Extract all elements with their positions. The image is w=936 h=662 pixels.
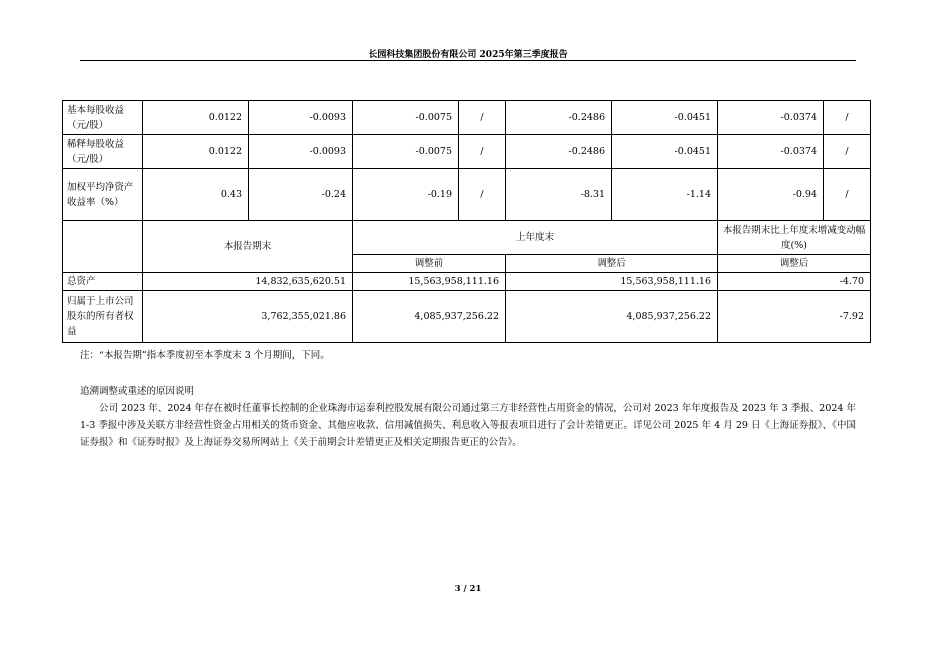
- table-note: 注：“本报告期”指本季度初至本季度末 3 个月期间，下同。: [80, 350, 330, 361]
- table-cell: 15,563,958,111.16: [506, 273, 718, 291]
- table-cell: -0.2486: [506, 101, 612, 135]
- table-cell: -7.92: [718, 291, 871, 343]
- table-cell: -0.0374: [718, 135, 824, 169]
- row-label: 加权平均净资产收益率（%）: [63, 169, 143, 221]
- table-row-equity: [63, 291, 871, 343]
- table-cell: /: [824, 101, 871, 135]
- table-cell: -0.94: [718, 169, 824, 221]
- table-cell: /: [459, 169, 506, 221]
- empty-header-cell: [63, 221, 143, 273]
- table-cell: -4.70: [718, 273, 871, 291]
- table-cell: -0.0451: [612, 135, 718, 169]
- table-cell: 4,085,937,256.22: [506, 291, 718, 343]
- table-cell: 3,762,355,021.86: [143, 291, 353, 343]
- table-cell: 4,085,937,256.22: [353, 291, 506, 343]
- table-cell: -0.19: [353, 169, 459, 221]
- table-cell: -0.0374: [718, 101, 824, 135]
- row-label: 基本每股收益（元/股）: [63, 101, 143, 135]
- table-cell: 0.0122: [143, 135, 249, 169]
- table-cell: 0.0122: [143, 101, 249, 135]
- header-divider: [80, 60, 856, 61]
- section-paragraph: 公司 2023 年、2024 年存在被时任董事长控制的企业珠海市运泰利控股发展有限公司通过第三方非经营性占用资金的情况，公司对 2023 年年度报告及 2023 年 3 季报、2024 年 1-3 季报中涉及关联方非经营性资金占用相关的货币资金、其他应收款、信用减值损失、利息收入等报表项目进行了会计差错更正。详见公司 2025 年 4 月 29 日《上海证券报》、《中国证券报》和《证券时报》及上海证券交易所网站上《关于前期会计差错更正及相关定期报告更正的公告》。: [80, 403, 856, 448]
- table-cell: -0.0093: [249, 135, 353, 169]
- row-label: 归属于上市公司股东的所有者权益: [63, 291, 143, 343]
- header-before-adjust: 调整前: [353, 255, 506, 273]
- table-cell: -8.31: [506, 169, 612, 221]
- header-prior-year-end: 上年度末: [353, 221, 718, 255]
- header-after-adjust-change: 调整后: [718, 255, 871, 273]
- table-cell: /: [824, 135, 871, 169]
- header-current-period-end: 本报告期末: [143, 221, 353, 273]
- table-cell: -0.0451: [612, 101, 718, 135]
- table-cell: /: [459, 135, 506, 169]
- table-cell: /: [824, 169, 871, 221]
- table-row-basic-eps: [63, 101, 871, 135]
- header-after-adjust: 调整后: [506, 255, 718, 273]
- row-label: 稀释每股收益（元/股）: [63, 135, 143, 169]
- table-cell: 0.43: [143, 169, 249, 221]
- table-cell: -0.0075: [353, 101, 459, 135]
- table-cell: -0.0075: [353, 135, 459, 169]
- table-cell: 15,563,958,111.16: [353, 273, 506, 291]
- table-cell: -0.0093: [249, 101, 353, 135]
- table-row-total-assets: [63, 273, 871, 291]
- table-cell: -1.14: [612, 169, 718, 221]
- table-row-diluted-eps: [63, 135, 871, 169]
- page-number: 3 / 21: [454, 584, 482, 594]
- page-header-title: 长园科技集团股份有限公司 2025年第三季度报告: [368, 50, 568, 60]
- table-cell: -0.2486: [506, 135, 612, 169]
- table-cell: 14,832,635,620.51: [143, 273, 353, 291]
- section-title: 追溯调整或重述的原因说明: [80, 386, 195, 397]
- table-row-weighted-roe: [63, 169, 871, 221]
- row-label: 总资产: [63, 273, 143, 291]
- financial-data-table: [62, 100, 871, 343]
- table-cell: -0.24: [249, 169, 353, 221]
- balance-header-row: [63, 221, 871, 255]
- header-change-percent: 本报告期末比上年度末增减变动幅度(%): [718, 221, 871, 255]
- table-cell: /: [459, 101, 506, 135]
